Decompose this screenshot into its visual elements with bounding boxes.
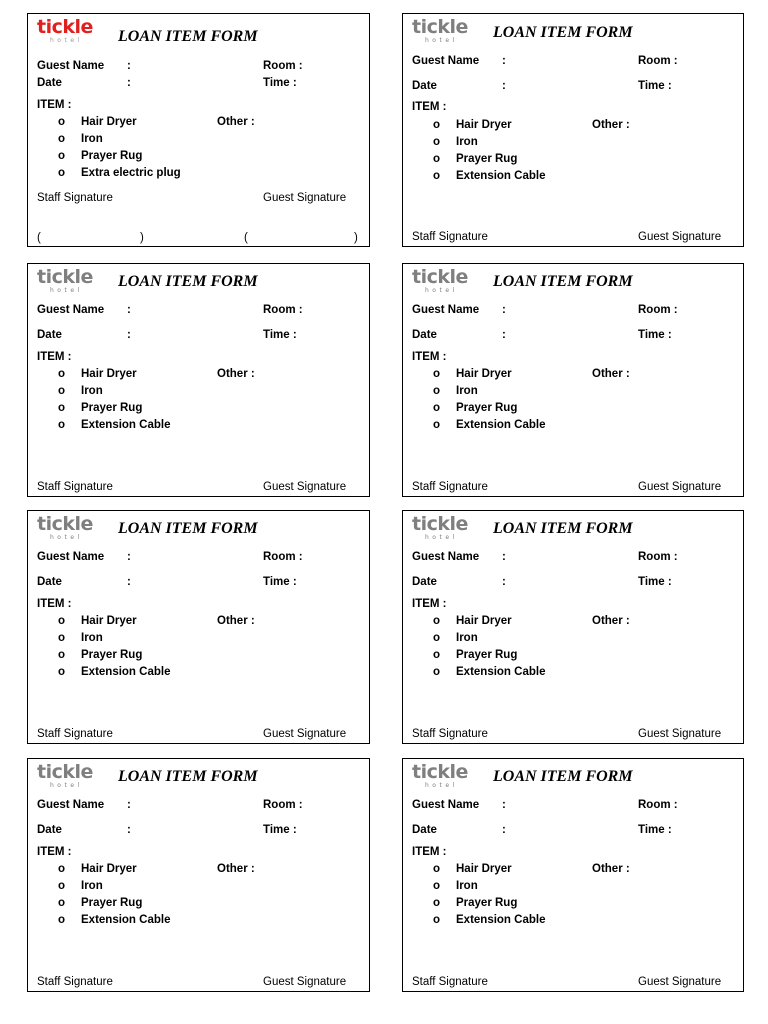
logo-wordmark: tickle: [37, 761, 93, 783]
loan-item: Iron: [456, 385, 478, 397]
hotel-logo: [37, 514, 107, 542]
hotel-logo: [37, 17, 107, 45]
time-label: Time :: [638, 80, 672, 92]
guest-name-colon: :: [502, 55, 506, 67]
loan-item: Iron: [81, 880, 103, 892]
loan-item: Prayer Rug: [456, 402, 518, 414]
date-colon: :: [127, 77, 131, 89]
item-label: ITEM :: [412, 598, 447, 610]
bullet-icon: o: [433, 385, 441, 397]
bullet-icon: o: [433, 666, 441, 678]
loan-item-form-card: [402, 758, 744, 992]
signature-bracket: (: [37, 232, 41, 244]
bullet-icon: o: [58, 133, 66, 145]
room-label: Room :: [638, 551, 678, 563]
loan-item: Prayer Rug: [81, 402, 143, 414]
hotel-logo: [412, 514, 482, 542]
room-label: Room :: [638, 799, 678, 811]
guest-signature-label: Guest Signature: [638, 728, 722, 740]
item-label: ITEM :: [37, 598, 72, 610]
bullet-icon: o: [58, 385, 66, 397]
guest-signature-label: Guest Signature: [263, 728, 347, 740]
loan-item: Iron: [456, 880, 478, 892]
loan-item-form-card: [27, 263, 370, 497]
form-title: LOAN ITEM FORM: [118, 273, 258, 290]
loan-item: Extension Cable: [81, 419, 171, 431]
bullet-icon: o: [433, 880, 441, 892]
guest-name-label: Guest Name: [412, 551, 480, 563]
loan-item: Hair Dryer: [456, 119, 512, 131]
hotel-logo: [412, 17, 482, 45]
bullet-icon: o: [58, 914, 66, 926]
loan-item: Iron: [81, 133, 103, 145]
bullet-icon: o: [58, 863, 66, 875]
guest-name-label: Guest Name: [37, 304, 105, 316]
form-title: LOAN ITEM FORM: [118, 28, 258, 45]
bullet-icon: o: [433, 863, 441, 875]
staff-signature-label: Staff Signature: [37, 481, 113, 493]
room-label: Room :: [263, 799, 303, 811]
signature-bracket: ): [140, 232, 144, 244]
item-label: ITEM :: [412, 101, 447, 113]
item-label: ITEM :: [37, 351, 72, 363]
form-title: LOAN ITEM FORM: [493, 24, 633, 41]
loan-item: Extension Cable: [81, 666, 171, 678]
loan-item: Iron: [456, 136, 478, 148]
loan-item-form-card: [27, 758, 370, 992]
date-colon: :: [502, 80, 506, 92]
form-title: LOAN ITEM FORM: [493, 520, 633, 537]
loan-item: Extension Cable: [456, 666, 546, 678]
staff-signature-label: Staff Signature: [412, 231, 488, 243]
logo-wordmark: tickle: [412, 16, 468, 38]
logo-subtext: hotel: [425, 287, 458, 294]
date-label: Date: [37, 824, 62, 836]
loan-item: Prayer Rug: [81, 897, 143, 909]
date-label: Date: [37, 576, 62, 588]
logo-wordmark: tickle: [412, 513, 468, 535]
other-label: Other :: [592, 119, 630, 131]
loan-item: Prayer Rug: [81, 649, 143, 661]
other-label: Other :: [217, 863, 255, 875]
time-label: Time :: [638, 329, 672, 341]
date-colon: :: [502, 329, 506, 341]
time-label: Time :: [263, 576, 297, 588]
bullet-icon: o: [58, 402, 66, 414]
bullet-icon: o: [58, 167, 66, 179]
time-label: Time :: [263, 824, 297, 836]
logo-subtext: hotel: [425, 534, 458, 541]
other-label: Other :: [592, 615, 630, 627]
loan-item-form-card: [27, 13, 370, 247]
hotel-logo: [37, 762, 107, 790]
bullet-icon: o: [433, 119, 441, 131]
logo-subtext: hotel: [50, 37, 83, 44]
guest-name-label: Guest Name: [412, 304, 480, 316]
hotel-logo: [37, 267, 107, 295]
loan-item: Extension Cable: [456, 170, 546, 182]
date-label: Date: [412, 576, 437, 588]
guest-signature-label: Guest Signature: [263, 976, 347, 988]
bullet-icon: o: [58, 150, 66, 162]
item-label: ITEM :: [412, 351, 447, 363]
bullet-icon: o: [58, 649, 66, 661]
loan-item: Hair Dryer: [456, 615, 512, 627]
guest-name-colon: :: [502, 551, 506, 563]
other-label: Other :: [592, 368, 630, 380]
bullet-icon: o: [433, 153, 441, 165]
guest-name-colon: :: [127, 304, 131, 316]
bullet-icon: o: [433, 615, 441, 627]
loan-item-form-card: [402, 510, 744, 744]
other-label: Other :: [592, 863, 630, 875]
guest-name-colon: :: [127, 60, 131, 72]
logo-wordmark: tickle: [412, 761, 468, 783]
guest-name-colon: :: [127, 799, 131, 811]
room-label: Room :: [638, 304, 678, 316]
bullet-icon: o: [58, 615, 66, 627]
date-label: Date: [412, 329, 437, 341]
guest-name-colon: :: [502, 799, 506, 811]
bullet-icon: o: [433, 136, 441, 148]
bullet-icon: o: [433, 649, 441, 661]
loan-item: Prayer Rug: [456, 897, 518, 909]
loan-item: Hair Dryer: [456, 368, 512, 380]
loan-item: Extension Cable: [456, 419, 546, 431]
logo-subtext: hotel: [425, 782, 458, 789]
bullet-icon: o: [433, 632, 441, 644]
bullet-icon: o: [58, 116, 66, 128]
guest-name-colon: :: [127, 551, 131, 563]
signature-bracket: (: [244, 232, 248, 244]
date-colon: :: [127, 576, 131, 588]
room-label: Room :: [263, 60, 303, 72]
date-colon: :: [502, 824, 506, 836]
bullet-icon: o: [58, 368, 66, 380]
bullet-icon: o: [58, 632, 66, 644]
room-label: Room :: [263, 304, 303, 316]
form-title: LOAN ITEM FORM: [118, 768, 258, 785]
loan-item: Hair Dryer: [81, 116, 137, 128]
time-label: Time :: [638, 824, 672, 836]
bullet-icon: o: [433, 402, 441, 414]
guest-signature-label: Guest Signature: [638, 231, 722, 243]
logo-wordmark: tickle: [37, 16, 93, 38]
loan-item: Hair Dryer: [81, 615, 137, 627]
logo-subtext: hotel: [50, 782, 83, 789]
form-title: LOAN ITEM FORM: [118, 520, 258, 537]
loan-item: Iron: [81, 632, 103, 644]
staff-signature-label: Staff Signature: [412, 481, 488, 493]
guest-name-label: Guest Name: [412, 799, 480, 811]
time-label: Time :: [263, 77, 297, 89]
item-label: ITEM :: [412, 846, 447, 858]
logo-subtext: hotel: [50, 287, 83, 294]
hotel-logo: [412, 267, 482, 295]
loan-item: Hair Dryer: [81, 368, 137, 380]
date-colon: :: [127, 329, 131, 341]
staff-signature-label: Staff Signature: [37, 728, 113, 740]
date-label: Date: [37, 77, 62, 89]
guest-name-label: Guest Name: [37, 60, 105, 72]
logo-subtext: hotel: [425, 37, 458, 44]
logo-wordmark: tickle: [37, 513, 93, 535]
hotel-logo: [412, 762, 482, 790]
other-label: Other :: [217, 615, 255, 627]
bullet-icon: o: [58, 419, 66, 431]
guest-signature-label: Guest Signature: [638, 976, 722, 988]
loan-item-form-card: [402, 263, 744, 497]
staff-signature-label: Staff Signature: [37, 192, 113, 204]
date-label: Date: [412, 824, 437, 836]
form-title: LOAN ITEM FORM: [493, 768, 633, 785]
bullet-icon: o: [433, 914, 441, 926]
room-label: Room :: [638, 55, 678, 67]
time-label: Time :: [638, 576, 672, 588]
loan-item: Prayer Rug: [81, 150, 143, 162]
item-label: ITEM :: [37, 99, 72, 111]
item-label: ITEM :: [37, 846, 72, 858]
staff-signature-label: Staff Signature: [412, 976, 488, 988]
staff-signature-label: Staff Signature: [37, 976, 113, 988]
logo-wordmark: tickle: [412, 266, 468, 288]
guest-name-label: Guest Name: [37, 551, 105, 563]
date-label: Date: [412, 80, 437, 92]
guest-name-label: Guest Name: [37, 799, 105, 811]
bullet-icon: o: [58, 666, 66, 678]
loan-item: Iron: [456, 632, 478, 644]
loan-item-form-card: [27, 510, 370, 744]
guest-name-colon: :: [502, 304, 506, 316]
date-label: Date: [37, 329, 62, 341]
form-title: LOAN ITEM FORM: [493, 273, 633, 290]
loan-item: Extension Cable: [456, 914, 546, 926]
bullet-icon: o: [433, 368, 441, 380]
guest-name-label: Guest Name: [412, 55, 480, 67]
bullet-icon: o: [433, 897, 441, 909]
guest-signature-label: Guest Signature: [263, 481, 347, 493]
loan-item: Prayer Rug: [456, 649, 518, 661]
loan-item-form-card: [402, 13, 744, 247]
other-label: Other :: [217, 368, 255, 380]
bullet-icon: o: [433, 419, 441, 431]
room-label: Room :: [263, 551, 303, 563]
time-label: Time :: [263, 329, 297, 341]
loan-item: Hair Dryer: [81, 863, 137, 875]
date-colon: :: [502, 576, 506, 588]
loan-item: Extra electric plug: [81, 167, 181, 179]
date-colon: :: [127, 824, 131, 836]
signature-bracket: ): [354, 232, 358, 244]
bullet-icon: o: [58, 880, 66, 892]
loan-item: Hair Dryer: [456, 863, 512, 875]
guest-signature-label: Guest Signature: [638, 481, 722, 493]
loan-item: Extension Cable: [81, 914, 171, 926]
logo-wordmark: tickle: [37, 266, 93, 288]
other-label: Other :: [217, 116, 255, 128]
loan-item: Prayer Rug: [456, 153, 518, 165]
bullet-icon: o: [58, 897, 66, 909]
loan-item: Iron: [81, 385, 103, 397]
bullet-icon: o: [433, 170, 441, 182]
logo-subtext: hotel: [50, 534, 83, 541]
staff-signature-label: Staff Signature: [412, 728, 488, 740]
guest-signature-label: Guest Signature: [263, 192, 347, 204]
